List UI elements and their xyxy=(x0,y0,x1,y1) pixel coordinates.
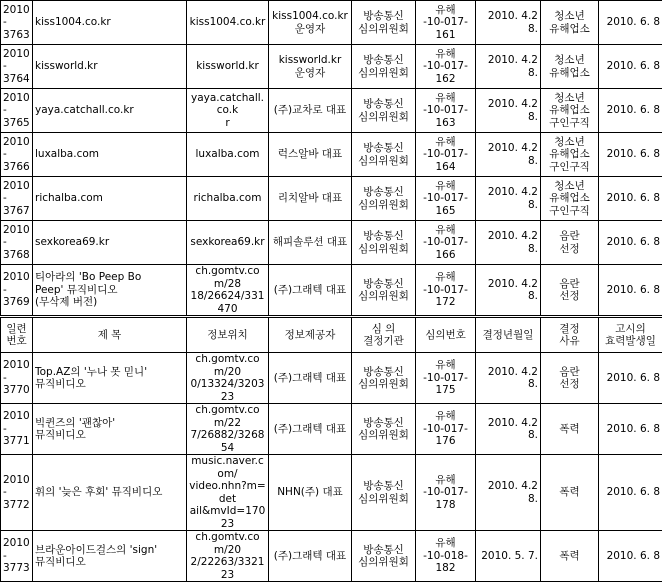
location-cell: sexkorea69.kr xyxy=(187,221,269,265)
table-body-after-header xyxy=(1,353,662,582)
decision-reason-cell: 음란 선정 xyxy=(541,265,599,317)
title-cell: 빅퀸즈의 '괜찮아' 뮤직비디오 xyxy=(33,404,187,455)
column-header-serial-number: 일련 번호 xyxy=(1,317,33,353)
decision-date-cell: 2010. 4.28. xyxy=(476,133,541,177)
serial-number-cell: 2010- 3767 xyxy=(1,177,33,221)
review-body-cell: 방송통신 심의위원회 xyxy=(352,133,416,177)
column-header-title: 제 목 xyxy=(33,317,187,353)
decision-date-cell: 2010. 4.28. xyxy=(476,404,541,455)
column-header-location: 정보위치 xyxy=(187,317,269,353)
review-number-cell: 유해 -10-017- 172 xyxy=(416,265,476,317)
location-cell: yaya.catchall.co.k r xyxy=(187,89,269,133)
provider-cell: NHN(주) 대표 xyxy=(269,455,352,531)
table-row xyxy=(1,1,662,45)
review-number-cell: 유해 -10-018- 182 xyxy=(416,531,476,582)
decision-reason-cell: 음란 선정 xyxy=(541,353,599,404)
effective-date-cell: 2010. 6. 8 xyxy=(599,45,662,89)
title-cell: 브라운아이드걸스의 'sign' 뮤직비디오 xyxy=(33,531,187,582)
table-row xyxy=(1,45,662,89)
table-row xyxy=(1,455,662,531)
serial-number-cell: 2010- 3771 xyxy=(1,404,33,455)
serial-number-cell: 2010- 3770 xyxy=(1,353,33,404)
effective-date-cell: 2010. 6. 8 xyxy=(599,133,662,177)
table-header xyxy=(1,317,662,353)
review-body-cell: 방송통신 심의위원회 xyxy=(352,45,416,89)
title-cell: yaya.catchall.co.kr xyxy=(33,89,187,133)
effective-date-cell: 2010. 6. 8 xyxy=(599,89,662,133)
decision-date-cell: 2010. 5. 7. xyxy=(476,531,541,582)
table-row xyxy=(1,177,662,221)
decision-reason-cell: 청소년 유해업소 xyxy=(541,1,599,45)
review-body-cell: 방송통신 심의위원회 xyxy=(352,455,416,531)
decision-date-cell: 2010. 4.28. xyxy=(476,265,541,317)
review-body-cell: 방송통신 심의위원회 xyxy=(352,1,416,45)
decision-date-cell: 2010. 4.28. xyxy=(476,1,541,45)
effective-date-cell: 2010. 6. 8 xyxy=(599,177,662,221)
review-number-cell: 유해 -10-017- 163 xyxy=(416,89,476,133)
review-body-cell: 방송통신 심의위원회 xyxy=(352,531,416,582)
table-row xyxy=(1,89,662,133)
table-row xyxy=(1,531,662,582)
header-row xyxy=(1,317,662,353)
title-cell: Top.AZ의 '누나 못 믿니' 뮤직비디오 xyxy=(33,353,187,404)
column-header-provider: 정보제공자 xyxy=(269,317,352,353)
provider-cell: (주)그래텍 대표 xyxy=(269,531,352,582)
provider-cell: (주)그래텍 대표 xyxy=(269,353,352,404)
location-cell: ch.gomtv.com/28 18/26624/331470 xyxy=(187,265,269,317)
table-row xyxy=(1,404,662,455)
provider-cell: (주)그래텍 대표 xyxy=(269,404,352,455)
title-cell: kiss1004.co.kr xyxy=(33,1,187,45)
serial-number-cell: 2010- 3763 xyxy=(1,1,33,45)
effective-date-cell: 2010. 6. 8 xyxy=(599,404,662,455)
provider-cell: (주)그래텍 대표 xyxy=(269,265,352,317)
provider-cell: kissworld.kr 운영자 xyxy=(269,45,352,89)
effective-date-cell: 2010. 6. 8 xyxy=(599,353,662,404)
decision-reason-cell: 폭력 xyxy=(541,404,599,455)
decision-date-cell: 2010. 4.28. xyxy=(476,89,541,133)
column-header-review-body: 심 의 결정기관 xyxy=(352,317,416,353)
provider-cell: 리치알바 대표 xyxy=(269,177,352,221)
review-body-cell: 방송통신 심의위원회 xyxy=(352,89,416,133)
serial-number-cell: 2010- 3764 xyxy=(1,45,33,89)
decision-date-cell: 2010. 4.28. xyxy=(476,45,541,89)
review-number-cell: 유해 -10-017- 166 xyxy=(416,221,476,265)
title-cell: luxalba.com xyxy=(33,133,187,177)
decision-date-cell: 2010. 4.28. xyxy=(476,455,541,531)
review-number-cell: 유해 -10-017- 176 xyxy=(416,404,476,455)
table-body-before-header xyxy=(1,1,662,317)
location-cell: music.naver.com/ video.nhn?m=det ail&mvId=17023 xyxy=(187,455,269,531)
decision-reason-cell: 청소년 유해업소 구인구직 xyxy=(541,133,599,177)
review-number-cell: 유해 -10-017- 175 xyxy=(416,353,476,404)
table-row xyxy=(1,353,662,404)
provider-cell: kiss1004.co.kr 운영자 xyxy=(269,1,352,45)
serial-number-cell: 2010- 3766 xyxy=(1,133,33,177)
table-row xyxy=(1,133,662,177)
review-body-cell: 방송통신 심의위원회 xyxy=(352,353,416,404)
column-header-decision-reason: 결정 사유 xyxy=(541,317,599,353)
location-cell: kissworld.kr xyxy=(187,45,269,89)
provider-cell: 럭스알바 대표 xyxy=(269,133,352,177)
location-cell: richalba.com xyxy=(187,177,269,221)
review-body-cell: 방송통신 심의위원회 xyxy=(352,221,416,265)
review-body-cell: 방송통신 심의위원회 xyxy=(352,177,416,221)
effective-date-cell: 2010. 6. 8 xyxy=(599,1,662,45)
decision-reason-cell: 폭력 xyxy=(541,455,599,531)
review-body-cell: 방송통신 심의위원회 xyxy=(352,265,416,317)
serial-number-cell: 2010- 3769 xyxy=(1,265,33,317)
decision-reason-cell: 폭력 xyxy=(541,531,599,582)
decision-reason-cell: 청소년 유해업소 구인구직 xyxy=(541,177,599,221)
review-number-cell: 유해 -10-017- 161 xyxy=(416,1,476,45)
review-number-cell: 유해 -10-017- 178 xyxy=(416,455,476,531)
review-number-cell: 유해 -10-017- 165 xyxy=(416,177,476,221)
decision-date-cell: 2010. 4.28. xyxy=(476,221,541,265)
column-header-decision-date: 결정년월일 xyxy=(476,317,541,353)
decision-reason-cell: 청소년 유해업소 구인구직 xyxy=(541,89,599,133)
column-header-review-number: 심의번호 xyxy=(416,317,476,353)
table-row xyxy=(1,265,662,317)
review-number-cell: 유해 -10-017- 164 xyxy=(416,133,476,177)
title-cell: richalba.com xyxy=(33,177,187,221)
decision-reason-cell: 음란 선정 xyxy=(541,221,599,265)
decision-date-cell: 2010. 4.28. xyxy=(476,177,541,221)
review-number-cell: 유해 -10-017- 162 xyxy=(416,45,476,89)
table-row xyxy=(1,221,662,265)
location-cell: luxalba.com xyxy=(187,133,269,177)
review-body-cell: 방송통신 심의위원회 xyxy=(352,404,416,455)
decision-date-cell: 2010. 4.28. xyxy=(476,353,541,404)
effective-date-cell: 2010. 6. 8 xyxy=(599,455,662,531)
title-cell: 티아라의 'Bo Peep Bo Peep' 뮤직비디오 (무삭제 버전) xyxy=(33,265,187,317)
title-cell: sexkorea69.kr xyxy=(33,221,187,265)
location-cell: ch.gomtv.com/20 0/13324/320323 xyxy=(187,353,269,404)
serial-number-cell: 2010- 3768 xyxy=(1,221,33,265)
effective-date-cell: 2010. 6. 8 xyxy=(599,531,662,582)
effective-date-cell: 2010. 6. 8 xyxy=(599,265,662,317)
serial-number-cell: 2010- 3772 xyxy=(1,455,33,531)
provider-cell: (주)교차로 대표 xyxy=(269,89,352,133)
effective-date-cell: 2010. 6. 8 xyxy=(599,221,662,265)
provider-cell: 해피솔루션 대표 xyxy=(269,221,352,265)
column-header-effective-date: 고시의 효력발생일 xyxy=(599,317,662,353)
location-cell: ch.gomtv.com/20 2/22263/332123 xyxy=(187,531,269,582)
title-cell: 휘의 '늦은 후회' 뮤직비디오 xyxy=(33,455,187,531)
location-cell: ch.gomtv.com/22 7/26882/326854 xyxy=(187,404,269,455)
location-cell: kiss1004.co.kr xyxy=(187,1,269,45)
serial-number-cell: 2010- 3765 xyxy=(1,89,33,133)
decision-reason-cell: 청소년 유해업소 xyxy=(541,45,599,89)
serial-number-cell: 2010- 3773 xyxy=(1,531,33,582)
title-cell: kissworld.kr xyxy=(33,45,187,89)
